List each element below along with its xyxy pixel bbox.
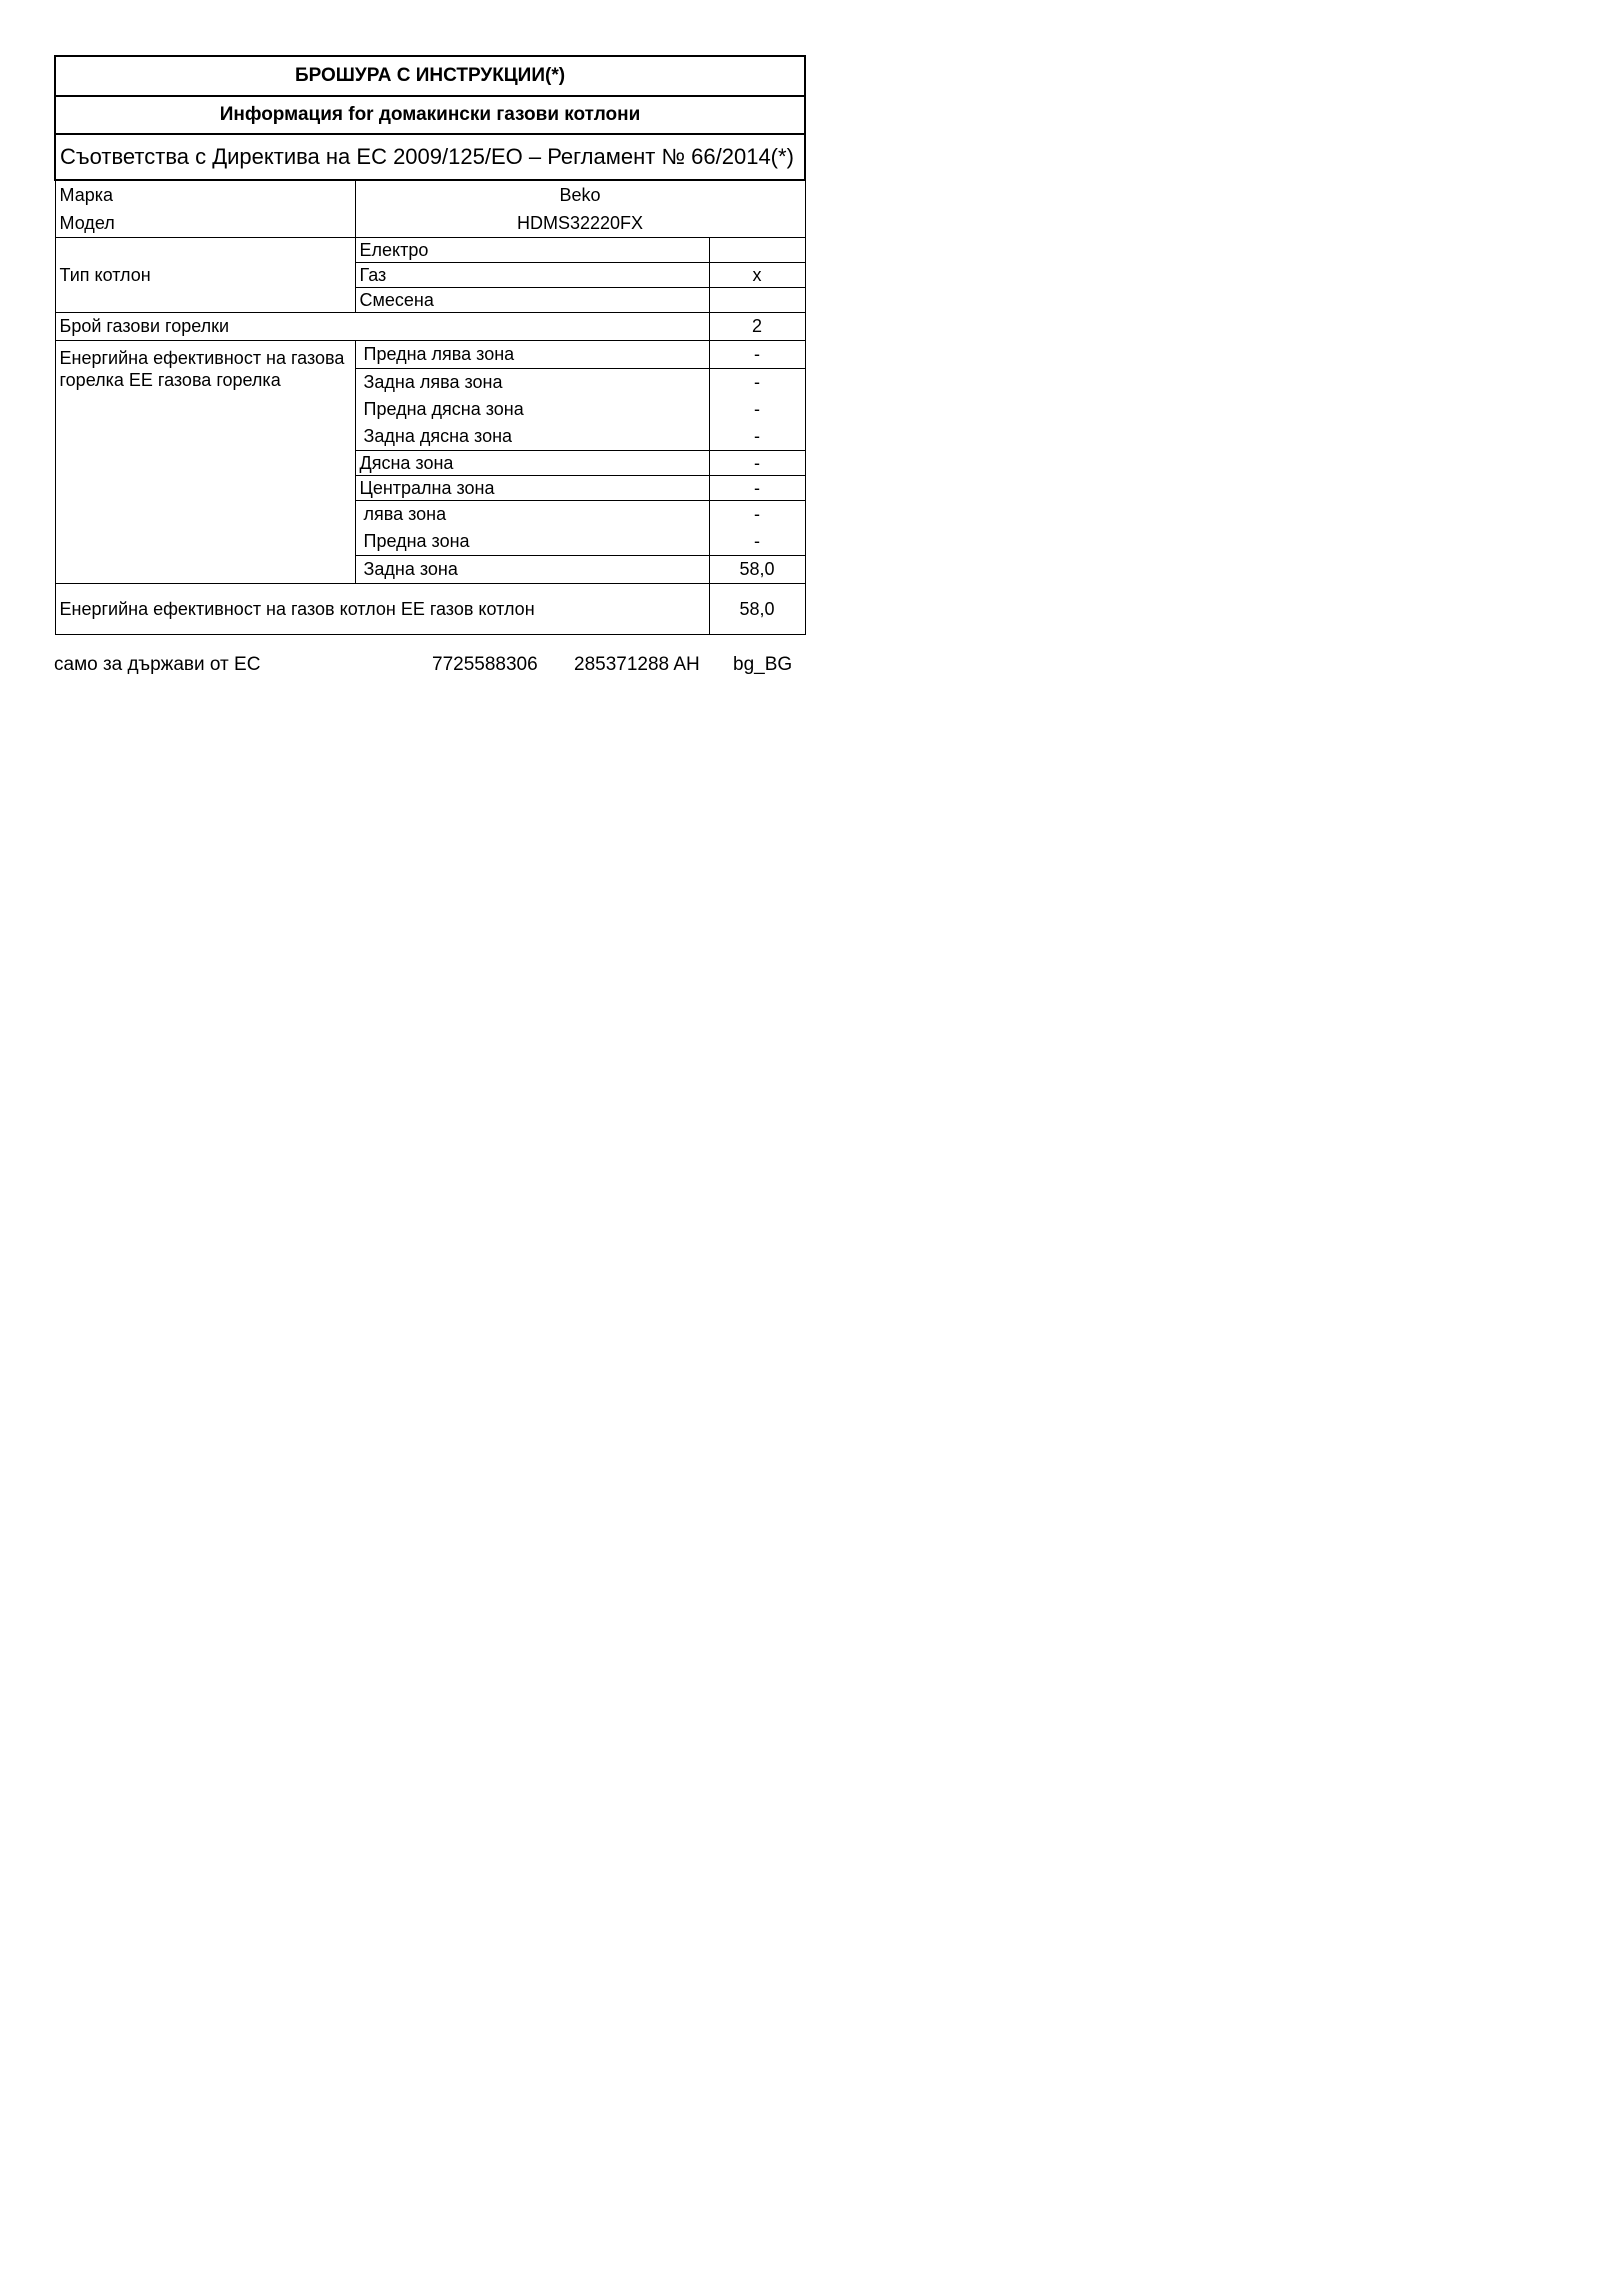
model-row bbox=[55, 209, 805, 238]
efficiency-label: Енергийна ефективност на газова горелка EE газова горелка bbox=[55, 341, 355, 584]
footer-locale: bg_BG bbox=[733, 654, 793, 675]
zone-value: - bbox=[709, 396, 805, 423]
document-subtitle: Информация for домакински газови котлони bbox=[55, 96, 805, 134]
brand-value: Beko bbox=[355, 180, 805, 209]
zone-label: Дясна зона bbox=[355, 451, 709, 476]
compliance-row bbox=[55, 134, 805, 180]
zone-label: Предна зона bbox=[355, 528, 709, 556]
brand-label: Марка bbox=[55, 180, 355, 209]
model-label: Модел bbox=[55, 209, 355, 238]
document-title: БРОШУРА С ИНСТРУКЦИИ(*) bbox=[55, 56, 805, 96]
hob-type-value: x bbox=[709, 263, 805, 288]
zone-label: Предна лява зона bbox=[355, 341, 709, 369]
hob-type-option: Газ bbox=[355, 263, 709, 288]
zone-value: - bbox=[709, 423, 805, 451]
hob-type-value bbox=[709, 288, 805, 313]
zone-value: - bbox=[709, 451, 805, 476]
zone-value: - bbox=[709, 501, 805, 529]
compliance-text: Съответства с Директива на ЕС 2009/125/ЕО – Регламент № 66/2014(*) bbox=[55, 134, 805, 180]
footer-code-2: 285371288 AH bbox=[574, 654, 700, 675]
zone-value: 58,0 bbox=[709, 556, 805, 584]
model-value: HDMS32220FX bbox=[355, 209, 805, 238]
zone-label: Задна зона bbox=[355, 556, 709, 584]
zone-label: Предна дясна зона bbox=[355, 396, 709, 423]
spec-table bbox=[54, 55, 806, 635]
brand-row bbox=[55, 180, 805, 209]
burners-value: 2 bbox=[709, 313, 805, 341]
zone-row bbox=[55, 341, 805, 369]
hob-type-value bbox=[709, 238, 805, 263]
total-efficiency-label: Енергийна ефективност на газов котлон EE газов котлон bbox=[55, 584, 709, 635]
hob-type-option: Смесена bbox=[355, 288, 709, 313]
burners-label: Брой газови горелки bbox=[55, 313, 709, 341]
zone-value: - bbox=[709, 528, 805, 556]
hob-type-option: Електро bbox=[355, 238, 709, 263]
subtitle-row bbox=[55, 96, 805, 134]
zone-label: Задна дясна зона bbox=[355, 423, 709, 451]
zone-value: - bbox=[709, 341, 805, 369]
total-efficiency-value: 58,0 bbox=[709, 584, 805, 635]
footer bbox=[54, 654, 804, 684]
footer-eu-only: само за държави от ЕС bbox=[54, 654, 261, 675]
burners-row bbox=[55, 313, 805, 341]
zone-value: - bbox=[709, 369, 805, 397]
zone-label: Задна лява зона bbox=[355, 369, 709, 397]
zone-value: - bbox=[709, 476, 805, 501]
spec-sheet bbox=[54, 55, 804, 635]
zone-label: лява зона bbox=[355, 501, 709, 529]
footer-code-1: 7725588306 bbox=[432, 654, 538, 675]
total-efficiency-row bbox=[55, 584, 805, 635]
hob-type-row bbox=[55, 238, 805, 263]
zone-label: Централна зона bbox=[355, 476, 709, 501]
hob-type-label: Тип котлон bbox=[55, 238, 355, 313]
title-row bbox=[55, 56, 805, 96]
